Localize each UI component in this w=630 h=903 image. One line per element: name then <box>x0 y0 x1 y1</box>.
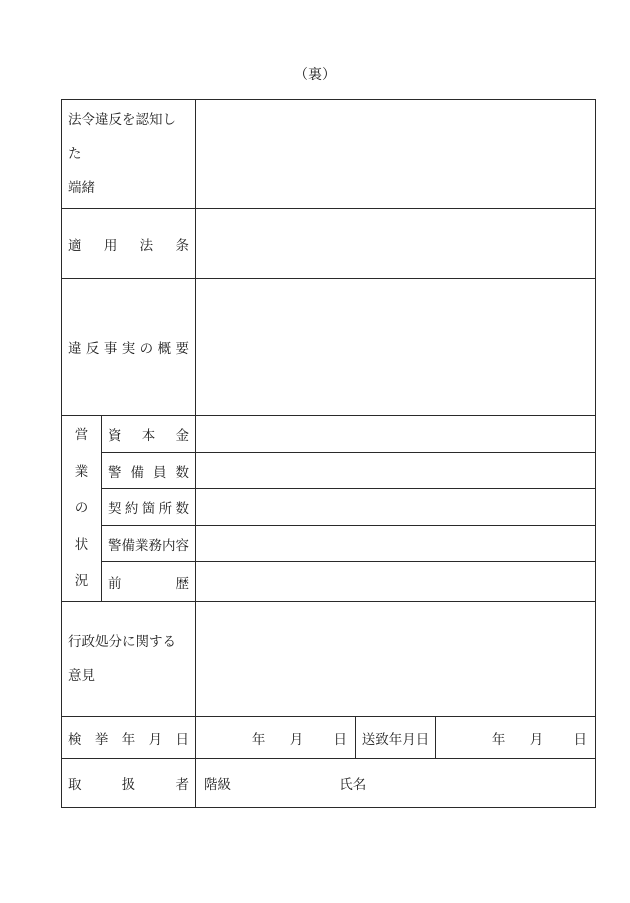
row-opinion <box>62 602 596 717</box>
arrest-year-unit: 年 <box>251 731 266 748</box>
awareness-value-field[interactable] <box>196 100 596 209</box>
report-form-table <box>61 99 596 808</box>
row-business-capital <box>62 416 596 453</box>
law-value-field[interactable] <box>196 209 596 279</box>
business-group-char: 状 <box>74 536 89 553</box>
name-label: 氏名 <box>339 777 367 793</box>
arrest-label-cell <box>62 717 196 759</box>
row-awareness <box>62 100 596 209</box>
history-label-cell <box>102 562 196 602</box>
business-group-char: 業 <box>74 463 89 480</box>
row-arrest-date <box>62 717 596 759</box>
send-date-label: 送致年月日 <box>356 717 436 759</box>
business-group-char: 況 <box>74 573 89 590</box>
business-status-group-label <box>62 416 102 602</box>
capital-label: 資 本 金 <box>108 428 189 444</box>
capital-label-cell <box>102 416 196 453</box>
contracts-label: 契約箇所数 <box>108 501 189 517</box>
row-law <box>62 209 596 279</box>
awareness-label-cell <box>62 100 196 209</box>
law-label: 適 用 法 条 <box>68 237 189 254</box>
awareness-label-line2: 端緒 <box>68 180 95 196</box>
row-violation <box>62 279 596 416</box>
violation-value-field[interactable] <box>196 279 596 416</box>
business-group-char: の <box>74 500 89 517</box>
send-month-unit: 月 <box>529 731 544 748</box>
row-business-contracts <box>62 489 596 526</box>
send-day-unit: 日 <box>573 731 588 748</box>
contracts-value-field[interactable] <box>196 489 596 526</box>
send-year-unit: 年 <box>491 731 506 748</box>
handler-value-field[interactable] <box>196 759 596 808</box>
arrest-month-unit: 月 <box>289 731 304 748</box>
arrest-date-field[interactable] <box>196 717 356 759</box>
arrest-day-unit: 日 <box>333 731 347 748</box>
guards-label-cell <box>102 453 196 489</box>
opinion-value-field[interactable] <box>196 602 596 717</box>
row-business-history <box>62 562 596 602</box>
services-label: 警備業務内容 <box>108 537 189 554</box>
business-group-char: 営 <box>74 427 89 444</box>
opinion-label-cell <box>62 602 196 717</box>
rank-label: 階級 <box>204 777 231 793</box>
contracts-label-cell <box>102 489 196 526</box>
capital-value-field[interactable] <box>196 416 596 453</box>
opinion-label-line1: 行政処分に関する <box>68 634 176 650</box>
handler-label-cell <box>62 759 196 808</box>
send-date-field[interactable] <box>436 717 596 759</box>
services-value-field[interactable] <box>196 526 596 562</box>
guards-label: 警備員数 <box>108 464 189 481</box>
row-business-guards <box>62 453 596 489</box>
violation-label-cell <box>62 279 196 416</box>
awareness-label-line1: 法令違反を認知した <box>68 112 176 162</box>
row-business-services <box>62 526 596 562</box>
law-label-cell <box>62 209 196 279</box>
violation-label: 違反事実の概要 <box>68 341 189 357</box>
arrest-date-label: 検挙年月日 <box>68 731 189 748</box>
handler-label: 取 扱 者 <box>68 777 189 793</box>
services-label-cell <box>102 526 196 562</box>
history-value-field[interactable] <box>196 562 596 602</box>
row-handler <box>62 759 596 808</box>
page-title: （裏） <box>294 67 336 83</box>
history-label: 前 歴 <box>108 575 189 592</box>
opinion-label-line2: 意見 <box>68 668 95 684</box>
guards-value-field[interactable] <box>196 453 596 489</box>
